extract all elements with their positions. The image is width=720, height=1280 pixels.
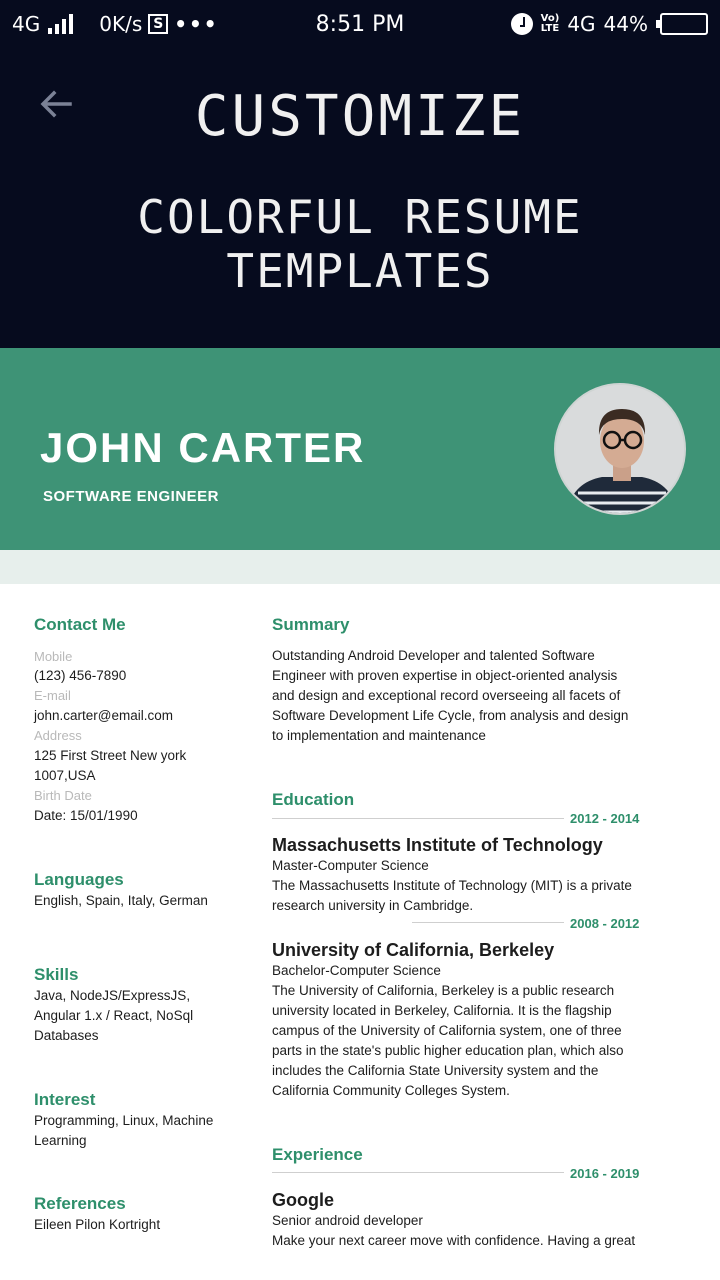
education-rule-2	[412, 922, 564, 923]
interest-line2: Learning	[34, 1133, 87, 1148]
summary-line5: to implementation and maintenance	[272, 728, 486, 743]
education-institution-1: Massachusetts Institute of Technology	[272, 835, 603, 855]
contact-heading: Contact Me	[34, 615, 126, 634]
banner-divider	[0, 550, 720, 584]
education-desc-2-line3: campus of the University of California system, one of three	[272, 1023, 622, 1038]
status-right	[511, 12, 708, 36]
education-desc-2-line1: The University of California, Berkeley is a public research	[272, 983, 615, 998]
summary-line3: and design and exceptional record overseeing all facets of	[272, 688, 621, 703]
experience-rule-1	[272, 1172, 564, 1173]
summary-heading: Summary	[272, 615, 350, 634]
header-subtitle: COLORFUL RESUME TEMPLATES	[137, 190, 583, 298]
education-degree-2: Bachelor-Computer Science	[272, 963, 441, 978]
education-rule-1	[272, 818, 564, 819]
summary-line2: Engineer with proven expertise in object-oriented analysis	[272, 668, 618, 683]
battery-percent: 44%	[603, 12, 648, 36]
address-line1: 125 First Street New york	[34, 748, 187, 763]
header-title: CUSTOMIZE	[194, 84, 526, 149]
languages-heading: Languages	[34, 870, 124, 889]
network-type-left: 4G	[12, 12, 41, 36]
resume-name: JOHN CARTER	[40, 424, 366, 471]
skills-heading: Skills	[34, 965, 79, 984]
education-desc-2-line5: includes the California State University system and the	[272, 1063, 599, 1078]
interest-heading: Interest	[34, 1090, 96, 1109]
volte-bottom: LTE	[540, 23, 560, 34]
header	[0, 50, 720, 348]
mobile-label: Mobile	[34, 649, 73, 664]
interest-line1: Programming, Linux, Machine	[34, 1113, 214, 1128]
alarm-icon	[511, 13, 533, 35]
education-institution-2: University of California, Berkeley	[272, 940, 555, 960]
volte-icon	[541, 14, 560, 34]
email-value: john.carter@email.com	[34, 708, 174, 723]
references-heading: References	[34, 1194, 126, 1213]
status-bar	[0, 0, 720, 50]
birth-value: Date: 15/01/1990	[34, 808, 138, 823]
clock: 8:51 PM	[315, 12, 405, 37]
s-app-icon: S	[148, 14, 168, 34]
network-speed: 0K/s	[99, 12, 143, 36]
email-label: E-mail	[34, 688, 71, 703]
education-degree-1: Master-Computer Science	[272, 858, 429, 873]
skills-line2: Angular 1.x / React, NoSql	[34, 1008, 194, 1023]
network-type-right: 4G	[567, 12, 596, 36]
skills-line3: Databases	[34, 1028, 99, 1043]
resume-role: SOFTWARE ENGINEER	[43, 488, 220, 505]
profile-photo	[556, 385, 686, 515]
education-desc-2-line4: parts in the state's public higher education plan, which also	[272, 1043, 624, 1058]
education-desc-1-line1: The Massachusetts Institute of Technology (MIT) is a private	[272, 878, 632, 893]
education-desc-2-line6: California Community Colleges System.	[272, 1083, 510, 1098]
education-desc-1-line2: research university in Cambridge.	[272, 898, 474, 913]
education-desc-2-line2: university located in Berkeley, California. It is the flagship	[272, 1003, 612, 1018]
languages-text: English, Spain, Italy, German	[34, 893, 208, 908]
battery-icon	[660, 13, 708, 35]
summary-line4: Software Development Life Cycle, from analysis and design	[272, 708, 629, 723]
education-years-1: 2012 - 2014	[570, 811, 640, 826]
birth-label: Birth Date	[34, 788, 92, 803]
experience-company-1: Google	[272, 1190, 334, 1210]
skills-line1: Java, NodeJS/ExpressJS,	[34, 988, 191, 1003]
mobile-value: (123) 456-7890	[34, 668, 127, 683]
summary-line1: Outstanding Android Developer and talented Software	[272, 648, 595, 663]
education-heading: Education	[272, 790, 355, 809]
volte-top: Vo)	[540, 13, 560, 24]
experience-position-1: Senior android developer	[272, 1213, 423, 1228]
experience-years-1: 2016 - 2019	[570, 1166, 640, 1181]
resume-preview[interactable]	[0, 348, 720, 1280]
address-label: Address	[34, 728, 82, 743]
more-notifications-icon: •••	[174, 12, 219, 36]
education-years-2: 2008 - 2012	[570, 916, 640, 931]
address-line2: 1007,USA	[34, 768, 96, 783]
experience-desc-1-line1: Make your next career move with confidence. Having a great	[272, 1233, 636, 1248]
avatar	[554, 383, 686, 515]
references-text: Eileen Pilon Kortright	[34, 1217, 161, 1232]
experience-heading: Experience	[272, 1145, 363, 1164]
